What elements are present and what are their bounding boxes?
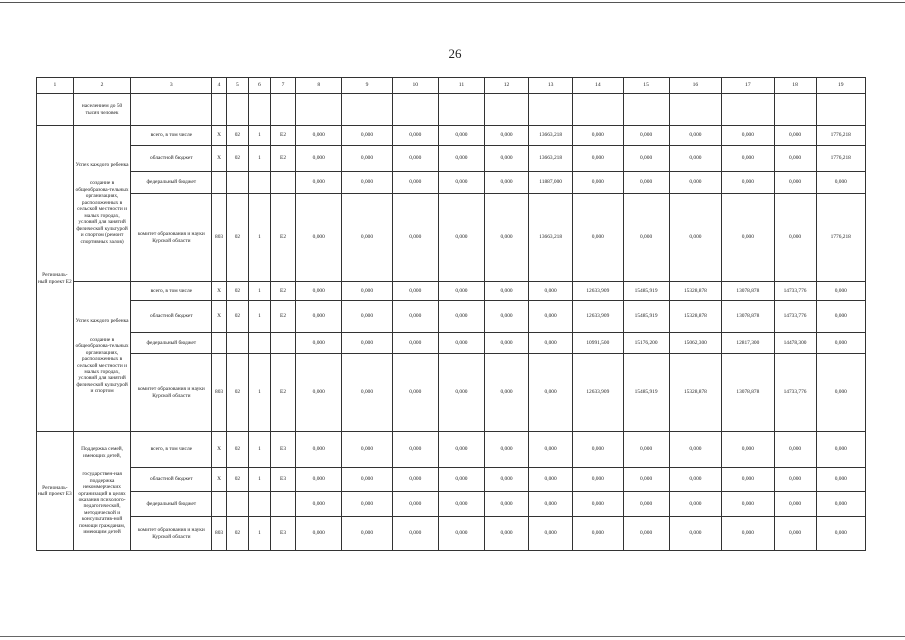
code-cell: Х	[212, 301, 227, 333]
col-header: 12	[485, 78, 529, 94]
col-header: 15	[623, 78, 669, 94]
value-cell: 0,000	[485, 126, 529, 146]
code-cell: 1	[248, 282, 270, 301]
code-cell: 02	[226, 146, 248, 172]
value-cell: 15485,919	[623, 354, 669, 432]
code-cell: 02	[226, 517, 248, 551]
value-cell: 0,000	[573, 432, 623, 468]
value-cell: 0,000	[669, 468, 721, 492]
funding-source: областной бюджет	[131, 468, 212, 492]
event-title: Поддержка семей, имеющих детей,	[81, 446, 124, 459]
value-cell: 0,000	[529, 492, 573, 517]
value-cell: 0,000	[438, 282, 484, 301]
value-cell: 0,000	[573, 146, 623, 172]
code-cell	[212, 172, 227, 194]
value-cell: 0,000	[342, 126, 392, 146]
value-cell: 11887,000	[529, 172, 573, 194]
value-cell: 0,000	[669, 146, 721, 172]
value-cell: 0,000	[623, 492, 669, 517]
value-cell: 0,000	[342, 194, 392, 282]
value-cell: 0,000	[438, 333, 484, 354]
funding-source: областной бюджет	[131, 146, 212, 172]
value-cell: 0,000	[623, 194, 669, 282]
value-cell: 0,000	[438, 146, 484, 172]
value-cell: 14733,776	[774, 282, 816, 301]
col-header: 13	[529, 78, 573, 94]
col-header: 14	[573, 78, 623, 94]
value-cell: 0,000	[485, 468, 529, 492]
value-cell: 14733,776	[774, 354, 816, 432]
funding-source: комитет образования и науки Курской области	[131, 354, 212, 432]
code-cell	[212, 333, 227, 354]
table-row	[37, 282, 866, 301]
value-cell: 0,000	[623, 172, 669, 194]
value-cell: 0,000	[623, 432, 669, 468]
code-cell: 1	[248, 126, 270, 146]
value-cell: 0,000	[816, 468, 865, 492]
code-cell	[270, 172, 295, 194]
value-cell: 0,000	[669, 517, 721, 551]
code-cell: 803	[212, 354, 227, 432]
table-cell	[296, 94, 342, 126]
table-cell	[623, 94, 669, 126]
table-cell	[816, 94, 865, 126]
value-cell: 0,000	[438, 432, 484, 468]
value-cell: 0,000	[438, 468, 484, 492]
value-cell: 0,000	[342, 282, 392, 301]
code-cell: Е3	[270, 468, 295, 492]
value-cell: 0,000	[296, 492, 342, 517]
code-cell: Е2	[270, 301, 295, 333]
event-description	[73, 432, 131, 551]
value-cell: 13078,878	[722, 354, 774, 432]
value-cell: 0,000	[485, 333, 529, 354]
table-cell	[342, 94, 392, 126]
value-cell: 0,000	[392, 492, 438, 517]
col-header: 10	[392, 78, 438, 94]
funding-source: федеральный бюджет	[131, 333, 212, 354]
value-cell: 0,000	[296, 432, 342, 468]
value-cell: 0,000	[816, 432, 865, 468]
code-cell	[248, 333, 270, 354]
top-rule	[0, 2, 905, 3]
value-cell: 1776,218	[816, 194, 865, 282]
table-row	[37, 194, 866, 282]
value-cell: 1776,218	[816, 146, 865, 172]
value-cell: 0,000	[392, 333, 438, 354]
value-cell: 12817,300	[722, 333, 774, 354]
code-cell: Х	[212, 468, 227, 492]
value-cell: 15485,919	[623, 301, 669, 333]
value-cell: 0,000	[529, 282, 573, 301]
table-row	[37, 126, 866, 146]
table-row	[37, 146, 866, 172]
value-cell: 0,000	[438, 517, 484, 551]
value-cell: 0,000	[669, 194, 721, 282]
value-cell: 0,000	[573, 492, 623, 517]
event-text: создание в общеобразова-тельных организациях, расположенных в сельской местности и малых городах, условий для занятий физической культурой и спортом	[75, 336, 129, 395]
value-cell: 0,000	[342, 432, 392, 468]
value-cell: 0,000	[774, 146, 816, 172]
value-cell: 0,000	[669, 492, 721, 517]
table-cell	[212, 94, 227, 126]
col-header: 4	[212, 78, 227, 94]
value-cell: 0,000	[722, 146, 774, 172]
value-cell: 13663,218	[529, 146, 573, 172]
value-cell: 0,000	[392, 432, 438, 468]
value-cell: 0,000	[816, 354, 865, 432]
value-cell: 0,000	[573, 126, 623, 146]
table-cell	[485, 94, 529, 126]
table-row	[37, 172, 866, 194]
value-cell: 0,000	[774, 517, 816, 551]
value-cell: 0,000	[722, 194, 774, 282]
value-cell: 0,000	[392, 194, 438, 282]
funding-source: всего, в том числе	[131, 432, 212, 468]
project-name: Региональ-ный проект Е2	[37, 126, 74, 432]
table-cell	[270, 94, 295, 126]
value-cell: 0,000	[722, 126, 774, 146]
value-cell: 0,000	[623, 517, 669, 551]
col-header: 1	[37, 78, 74, 94]
table-body	[37, 94, 866, 551]
value-cell: 0,000	[573, 517, 623, 551]
value-cell: 0,000	[623, 126, 669, 146]
value-cell: 0,000	[438, 126, 484, 146]
value-cell: 12633,909	[573, 354, 623, 432]
table-row	[37, 492, 866, 517]
intro-row	[37, 94, 866, 126]
code-cell: 02	[226, 354, 248, 432]
event-title: Успех каждого ребенка	[75, 318, 129, 325]
code-cell: Х	[212, 282, 227, 301]
value-cell: 14733,776	[774, 301, 816, 333]
code-cell: 1	[248, 301, 270, 333]
value-cell: 0,000	[722, 432, 774, 468]
code-cell: 1	[248, 468, 270, 492]
table-row	[37, 333, 866, 354]
code-cell	[248, 492, 270, 517]
value-cell: 0,000	[485, 301, 529, 333]
value-cell: 13078,878	[722, 301, 774, 333]
value-cell: 0,000	[774, 468, 816, 492]
col-header: 8	[296, 78, 342, 94]
code-cell	[248, 172, 270, 194]
page-number: 26	[448, 46, 462, 61]
value-cell: 0,000	[342, 492, 392, 517]
value-cell: 0,000	[774, 492, 816, 517]
value-cell: 0,000	[392, 172, 438, 194]
value-cell: 0,000	[722, 492, 774, 517]
code-cell: 1	[248, 194, 270, 282]
table-cell	[529, 94, 573, 126]
value-cell: 0,000	[342, 146, 392, 172]
value-cell: 0,000	[296, 333, 342, 354]
event-description	[73, 282, 131, 432]
code-cell: 1	[248, 146, 270, 172]
code-cell: 1	[248, 354, 270, 432]
value-cell: 0,000	[816, 301, 865, 333]
col-header: 19	[816, 78, 865, 94]
code-cell: Е2	[270, 126, 295, 146]
code-cell: Е2	[270, 282, 295, 301]
value-cell: 0,000	[573, 172, 623, 194]
value-cell: 0,000	[438, 354, 484, 432]
value-cell: 0,000	[529, 432, 573, 468]
value-cell: 14478,300	[774, 333, 816, 354]
value-cell: 0,000	[669, 126, 721, 146]
code-cell: 1	[248, 432, 270, 468]
table-cell	[774, 94, 816, 126]
value-cell: 0,000	[529, 301, 573, 333]
value-cell: 0,000	[722, 517, 774, 551]
table-row	[37, 468, 866, 492]
value-cell: 0,000	[392, 282, 438, 301]
table-row	[37, 354, 866, 432]
funding-source: комитет образования и науки Курской области	[131, 517, 212, 551]
value-cell: 15062,300	[669, 333, 721, 354]
code-cell: 02	[226, 432, 248, 468]
value-cell: 0,000	[529, 517, 573, 551]
value-cell: 0,000	[392, 126, 438, 146]
code-cell: 803	[212, 517, 227, 551]
funding-source: всего, в том числе	[131, 282, 212, 301]
value-cell: 0,000	[485, 432, 529, 468]
value-cell: 0,000	[485, 172, 529, 194]
code-cell: Х	[212, 432, 227, 468]
value-cell: 0,000	[774, 194, 816, 282]
funding-source: областной бюджет	[131, 301, 212, 333]
event-text: государствен-ная поддержка некоммерческих организаций в целях оказания психолого-педагогической, методической и консультатив-ной помощи гражданам, имеющим детей	[78, 471, 126, 536]
value-cell: 0,000	[816, 492, 865, 517]
value-cell: 15328,878	[669, 282, 721, 301]
value-cell: 0,000	[529, 333, 573, 354]
value-cell: 0,000	[392, 517, 438, 551]
col-header: 16	[669, 78, 721, 94]
value-cell: 0,000	[296, 517, 342, 551]
code-cell	[212, 492, 227, 517]
code-cell: 02	[226, 126, 248, 146]
value-cell: 0,000	[438, 301, 484, 333]
value-cell: 0,000	[296, 126, 342, 146]
value-cell: 0,000	[722, 468, 774, 492]
table-cell	[226, 94, 248, 126]
value-cell: 0,000	[342, 172, 392, 194]
value-cell: 0,000	[342, 354, 392, 432]
value-cell: 0,000	[392, 301, 438, 333]
value-cell: 0,000	[722, 172, 774, 194]
table-cell	[248, 94, 270, 126]
value-cell: 0,000	[816, 172, 865, 194]
col-header: 9	[342, 78, 392, 94]
value-cell: 0,000	[529, 468, 573, 492]
value-cell: 0,000	[816, 517, 865, 551]
value-cell: 0,000	[774, 126, 816, 146]
value-cell: 0,000	[342, 517, 392, 551]
funding-source: федеральный бюджет	[131, 172, 212, 194]
funding-source: всего, в том числе	[131, 126, 212, 146]
value-cell: 0,000	[342, 301, 392, 333]
code-cell: Е2	[270, 146, 295, 172]
value-cell: 0,000	[573, 194, 623, 282]
col-header: 6	[248, 78, 270, 94]
value-cell: 0,000	[573, 468, 623, 492]
funding-source: федеральный бюджет	[131, 492, 212, 517]
value-cell: 0,000	[669, 172, 721, 194]
value-cell: 13078,878	[722, 282, 774, 301]
table-cell	[573, 94, 623, 126]
value-cell: 0,000	[296, 468, 342, 492]
value-cell: 0,000	[296, 146, 342, 172]
budget-table	[36, 77, 866, 551]
value-cell: 10991,500	[573, 333, 623, 354]
value-cell: 15328,878	[669, 354, 721, 432]
code-cell	[226, 172, 248, 194]
table-cell	[37, 94, 74, 126]
intro-text: населением до 50 тысяч человек	[73, 94, 131, 126]
value-cell: 0,000	[774, 172, 816, 194]
code-cell	[270, 333, 295, 354]
code-cell: Е3	[270, 517, 295, 551]
value-cell: 0,000	[485, 354, 529, 432]
value-cell: 0,000	[296, 282, 342, 301]
code-cell: 02	[226, 194, 248, 282]
value-cell: 0,000	[296, 354, 342, 432]
value-cell: 15485,919	[623, 282, 669, 301]
value-cell: 15176,200	[623, 333, 669, 354]
value-cell: 0,000	[296, 194, 342, 282]
code-cell	[226, 492, 248, 517]
value-cell: 0,000	[623, 468, 669, 492]
code-cell: 02	[226, 301, 248, 333]
col-header: 3	[131, 78, 212, 94]
value-cell: 0,000	[623, 146, 669, 172]
event-text: создание в общеобразова-тельных организациях, расположенных в сельской местности и малых городах, условий для занятий физической культурой и спортом (ремонт спортивных залов)	[75, 180, 129, 245]
value-cell: 0,000	[392, 354, 438, 432]
col-header: 2	[73, 78, 131, 94]
value-cell: 0,000	[438, 492, 484, 517]
code-cell: Х	[212, 146, 227, 172]
value-cell: 1776,218	[816, 126, 865, 146]
table-row	[37, 301, 866, 333]
table-cell	[669, 94, 721, 126]
table-cell	[722, 94, 774, 126]
table-cell	[131, 94, 212, 126]
value-cell: 0,000	[816, 282, 865, 301]
event-title: Успех каждого ребенка	[75, 161, 129, 168]
code-cell: 02	[226, 282, 248, 301]
value-cell: 15328,878	[669, 301, 721, 333]
value-cell: 0,000	[816, 333, 865, 354]
value-cell: 0,000	[342, 333, 392, 354]
funding-source: комитет образования и науки Курской области	[131, 194, 212, 282]
value-cell: 0,000	[485, 146, 529, 172]
code-cell: Е2	[270, 354, 295, 432]
code-cell: Е3	[270, 432, 295, 468]
value-cell: 0,000	[485, 492, 529, 517]
value-cell: 0,000	[438, 194, 484, 282]
code-cell: 803	[212, 194, 227, 282]
code-cell	[270, 492, 295, 517]
code-cell: 1	[248, 517, 270, 551]
event-description	[73, 126, 131, 282]
value-cell: 0,000	[342, 468, 392, 492]
col-header: 17	[722, 78, 774, 94]
bottom-rule	[0, 636, 905, 637]
value-cell: 12633,909	[573, 282, 623, 301]
value-cell: 0,000	[529, 354, 573, 432]
code-cell: Е2	[270, 194, 295, 282]
code-cell	[226, 333, 248, 354]
col-header: 18	[774, 78, 816, 94]
value-cell: 13663,218	[529, 126, 573, 146]
value-cell: 0,000	[296, 172, 342, 194]
project-name: Региональ-ный проект Е3	[37, 432, 74, 551]
value-cell: 0,000	[485, 282, 529, 301]
value-cell: 0,000	[296, 301, 342, 333]
table-cell	[438, 94, 484, 126]
value-cell: 13663,218	[529, 194, 573, 282]
value-cell: 0,000	[392, 146, 438, 172]
col-header: 5	[226, 78, 248, 94]
value-cell: 0,000	[774, 432, 816, 468]
value-cell: 12633,909	[573, 301, 623, 333]
code-cell: 02	[226, 468, 248, 492]
col-header: 11	[438, 78, 484, 94]
table-row	[37, 432, 866, 468]
value-cell: 0,000	[669, 432, 721, 468]
table-cell	[392, 94, 438, 126]
value-cell: 0,000	[485, 194, 529, 282]
code-cell: Х	[212, 126, 227, 146]
col-header: 7	[270, 78, 295, 94]
table-row	[37, 517, 866, 551]
header-row	[37, 78, 866, 94]
value-cell: 0,000	[485, 517, 529, 551]
value-cell: 0,000	[392, 468, 438, 492]
value-cell: 0,000	[438, 172, 484, 194]
